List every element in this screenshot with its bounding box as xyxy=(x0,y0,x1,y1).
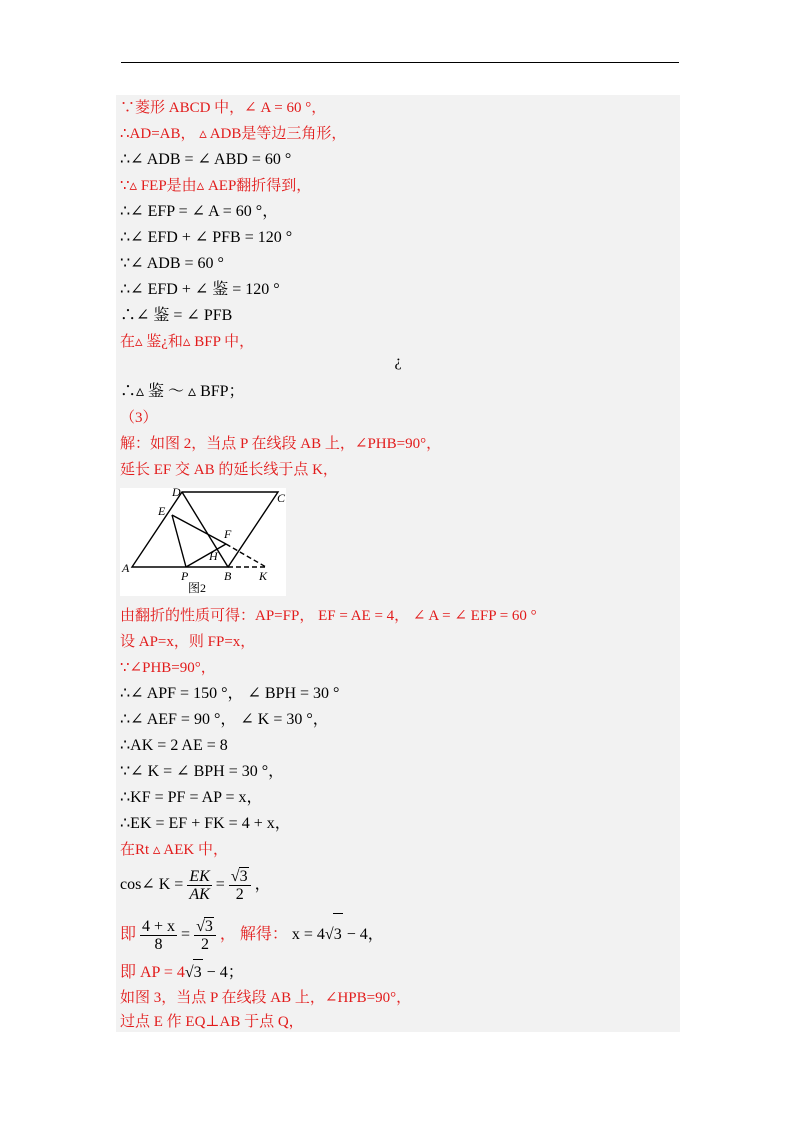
x-equals: x = 4 xyxy=(291,926,325,943)
line-16: 由翻折的性质可得：AP=FP， EF = AE = 4， ∠ A = ∠ EFP = 60 ° xyxy=(120,608,537,624)
line-10: 在▵ 鉴¿和▵ BFP 中， xyxy=(120,334,255,350)
equals-sign: = xyxy=(181,926,191,943)
solve-label: ， 解得： xyxy=(219,926,288,943)
sqrt-value: 3 xyxy=(204,918,213,936)
sqrt-value: 3 xyxy=(239,868,248,886)
label-f: F xyxy=(224,527,232,541)
minus-four: − 4， xyxy=(346,926,384,943)
sqrt-value: 3 xyxy=(333,913,343,956)
fraction-ek-ak xyxy=(187,868,211,903)
label-d: D xyxy=(172,488,181,499)
sqrt-value: 3 xyxy=(193,959,203,986)
label-c: C xyxy=(277,491,286,505)
fraction-sqrt3-2: $\frac{√3}{2}$ xyxy=(229,867,251,903)
line-28: 即 AP = 4√3 − 4； xyxy=(120,959,244,985)
fraction-den: 2 xyxy=(235,886,244,904)
line-8: ∴∠ EFD + ∠ 鉴 = 120 ° xyxy=(120,281,280,298)
label-b: B xyxy=(224,569,232,583)
line-21: ∴AK = 2 AE = 8 xyxy=(120,737,228,754)
fraction-4x-8 xyxy=(140,918,177,953)
segment-ep xyxy=(172,515,186,567)
line-1: ∵菱形 ABCD 中，∠ A = 60 °， xyxy=(120,100,327,116)
line-30: 过点 E 作 EQ⊥AB 于点 Q， xyxy=(120,1014,304,1030)
line-18: ∵∠PHB=90°， xyxy=(120,660,216,676)
label-p: P xyxy=(181,569,189,583)
fraction-num: EK xyxy=(189,867,210,885)
punct: ， xyxy=(254,876,271,893)
label-e: E xyxy=(158,504,166,518)
equals-sign: = xyxy=(215,876,225,893)
line-19: ∴∠ APF = 150 °， ∠ BPH = 30 ° xyxy=(120,685,340,702)
ap-equals: 即 AP = 4 xyxy=(120,964,185,981)
solution-panel xyxy=(116,95,680,1032)
line-26-cos-k xyxy=(120,865,271,905)
segment-pf xyxy=(186,544,226,567)
line-9: ∴∠ 鉴 = ∠ PFB xyxy=(120,307,233,324)
cos-k-label: cos∠ K = xyxy=(120,876,184,893)
line-7: ∵∠ ADB = 60 ° xyxy=(120,255,224,272)
line-23: ∴KF = PF = AP = x， xyxy=(120,789,263,806)
label-k: K xyxy=(259,569,268,583)
fraction-sqrt3-2: $\frac{√3}{2}$ xyxy=(194,917,216,953)
line-29: 如图 3，当点 P 在线段 AB 上，∠HPB=90°， xyxy=(120,990,412,1006)
figure-2-diagram xyxy=(120,488,286,596)
header-rule xyxy=(121,62,679,63)
line-22: ∵∠ K = ∠ BPH = 30 °， xyxy=(120,763,285,780)
figure-2 xyxy=(120,488,286,596)
label-h: H xyxy=(209,549,218,563)
line-27-equation: 即 $\frac{4 + x}{8}$ = $\frac{√3}{2}$ ， 解得： x = 4√3 − 4， xyxy=(120,913,384,955)
fraction-den: AK xyxy=(189,885,210,903)
line-2: ∴AD=AB， ▵ ADB是等边三角形， xyxy=(120,126,347,142)
minus-four: − 4； xyxy=(206,964,244,981)
line-17: 设 AP=x，则 FP=x， xyxy=(120,634,256,650)
ji-label: 即 xyxy=(120,926,137,943)
fraction-num: 4 + x xyxy=(142,917,176,935)
line-6: ∴∠ EFD + ∠ PFB = 120 ° xyxy=(120,229,293,246)
line-5: ∴∠ EFP = ∠ A = 60 °， xyxy=(120,203,279,220)
line-13: （3） xyxy=(120,410,158,426)
extension-fk xyxy=(226,544,266,567)
line-11-centered: ¿ xyxy=(394,353,402,370)
fraction-den: 2 xyxy=(200,936,209,954)
line-4: ∵▵ FEP是由▵ AEP翻折得到， xyxy=(120,178,312,194)
line-12: ∴▵ 鉴 ～ ▵ BFP； xyxy=(120,383,245,400)
line-14: 解：如图 2，当点 P 在线段 AB 上，∠PHB=90°， xyxy=(120,436,442,452)
fraction-den: 8 xyxy=(154,935,163,953)
line-15: 延长 EF 交 AB 的延长线于点 K， xyxy=(120,462,338,478)
line-3: ∴∠ ADB = ∠ ABD = 60 ° xyxy=(120,151,292,168)
line-25: 在Rt ▵ AEK 中， xyxy=(120,842,228,858)
line-20: ∴∠ AEF = 90 °， ∠ K = 30 °， xyxy=(120,711,329,728)
figure-caption: 图2 xyxy=(188,581,207,595)
label-a: A xyxy=(122,561,130,575)
line-24: ∴EK = EF + FK = 4 + x， xyxy=(120,815,291,832)
